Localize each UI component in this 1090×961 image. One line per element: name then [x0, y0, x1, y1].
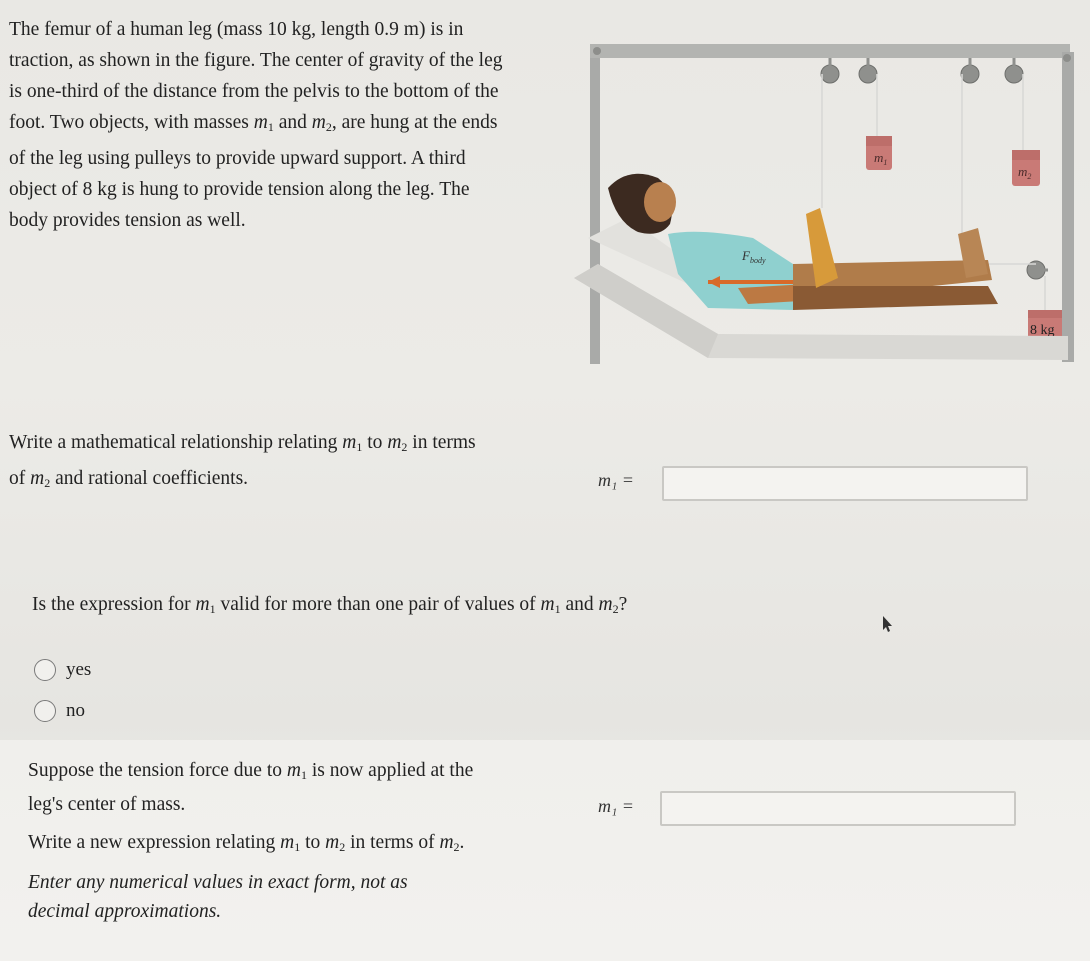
weight-8kg: [1028, 310, 1062, 340]
question-2-prompt: Is the expression for $m_1$ valid for more than one pair of values of $m_1$ and $m_2$?: [32, 594, 628, 616]
frame-right-post: [1062, 52, 1074, 362]
weight-m1: [866, 136, 892, 170]
problem-statement: [9, 14, 564, 236]
traction-figure: [568, 38, 1082, 368]
option-yes-label: yes: [66, 659, 92, 680]
svg-text:m2: $m_2$: [1018, 164, 1032, 181]
question-3-context: Suppose the tension force due to $m_1$ is now applied at the leg's center of mass.: [28, 760, 474, 815]
question-1-prompt: Write a mathematical relationship relating $m_1$ to $m_2$ in terms of $m_2$ and rational coefficients.: [9, 432, 476, 490]
m1-equals-label: m₁ =: [598, 470, 634, 490]
svg-text:8 kg: 8 kg: [1030, 323, 1055, 338]
intro-line: foot. Two objects, with masses $m_1$ and $m_2$, are hung at the ends: [9, 112, 498, 134]
patient: [608, 174, 998, 310]
radio-yes[interactable]: [34, 659, 56, 681]
m1-equals-label-2: m₁ =: [598, 796, 634, 816]
weight-m2: [1012, 150, 1040, 186]
radio-no[interactable]: [34, 700, 56, 722]
svg-text:Fbody: $F_{body}$: [742, 248, 766, 265]
option-no[interactable]: [34, 700, 85, 722]
intro-line: body provides tension as well.: [9, 210, 246, 231]
option-yes[interactable]: [34, 659, 91, 681]
svg-text:m1: $m_1$: [874, 150, 888, 167]
exact-form-note: Enter any numerical values in exact form, not as decimal approximations.: [28, 872, 408, 922]
frame-left-post: [590, 44, 600, 364]
question-3-prompt: Write a new expression relating $m_1$ to $m_2$ in terms of $m_2$.: [28, 832, 465, 854]
frame-top-bar: [590, 44, 1070, 58]
mouse-cursor-icon: [878, 614, 894, 634]
answer-3-input[interactable]: [660, 791, 1016, 826]
intro-line: The femur of a human leg (mass 10 kg, length 0.9 m) is in: [9, 19, 464, 40]
intro-line: is one-third of the distance from the pelvis to the bottom of the: [9, 81, 499, 102]
intro-line: of the leg using pulleys to provide upward support. A third: [9, 148, 466, 169]
pulley-icon: [821, 65, 1045, 279]
answer-1-input[interactable]: [662, 466, 1028, 501]
intro-line: object of 8 kg is hung to provide tension along the leg. The: [9, 179, 470, 200]
option-no-label: no: [66, 700, 85, 721]
intro-line: traction, as shown in the figure. The center of gravity of the leg: [9, 50, 503, 71]
